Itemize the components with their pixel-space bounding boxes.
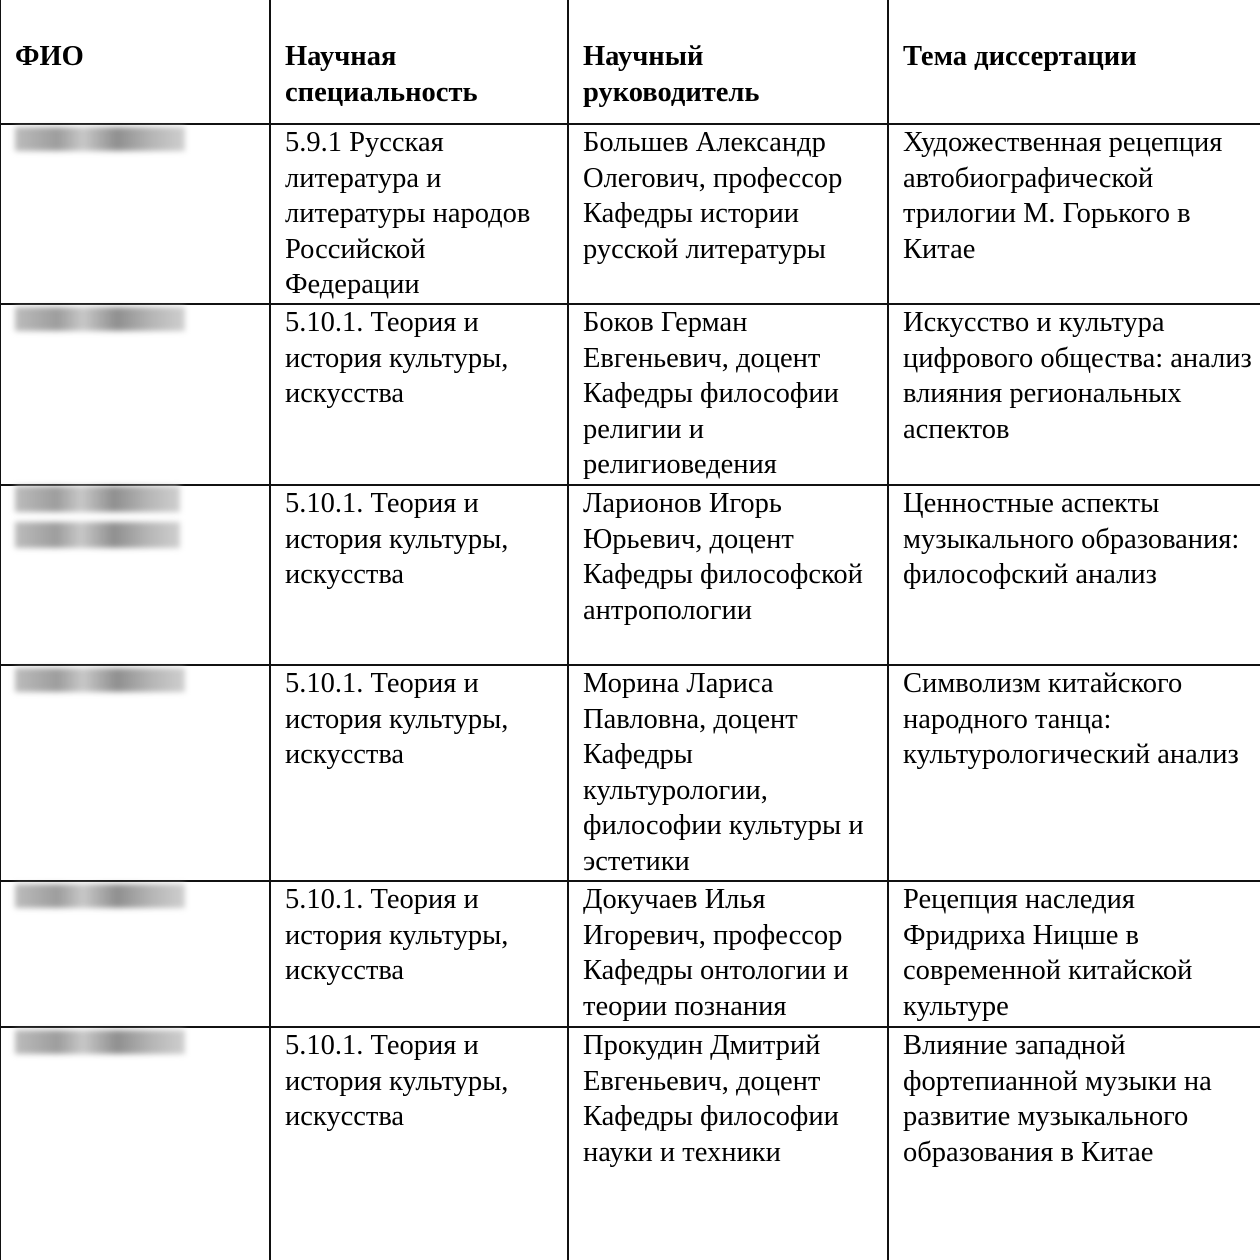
specialty-cell: 5.10.1. Теория и история культуры, искусства	[270, 665, 568, 881]
topic-cell: Влияние западной фортепианной музыки на развитие музыкального образования в Китае	[888, 1027, 1260, 1260]
name-cell	[0, 1027, 270, 1260]
table-row	[0, 665, 1260, 881]
supervisor-cell: Большев Александр Олегович, профессор Кафедры истории русской литературы	[568, 124, 888, 304]
redacted-name	[15, 668, 185, 692]
topic-cell: Художественная рецепция автобиографической трилогии М. Горького в Китае	[888, 124, 1260, 304]
header-supervisor: Научный руководитель	[568, 0, 888, 124]
table-row	[0, 124, 1260, 304]
table-row	[0, 1027, 1260, 1260]
supervisor-cell: Боков Герман Евгеньевич, доцент Кафедры философии религии и религиоведения	[568, 304, 888, 485]
header-topic: Тема диссертации	[888, 0, 1260, 124]
redacted-name-line-2	[15, 522, 180, 548]
redacted-name	[15, 1030, 185, 1054]
redacted-name	[15, 486, 180, 512]
name-cell	[0, 124, 270, 304]
table-row	[0, 881, 1260, 1027]
name-cell	[0, 485, 270, 665]
supervisor-cell: Докучаев Илья Игоревич, профессор Кафедры онтологии и теории познания	[568, 881, 888, 1027]
redacted-name	[15, 127, 185, 151]
topic-cell: Ценностные аспекты музыкального образования: философский анализ	[888, 485, 1260, 665]
topic-cell: Искусство и культура цифрового общества: анализ влияния региональных аспектов	[888, 304, 1260, 485]
supervisor-cell: Ларионов Игорь Юрьевич, доцент Кафедры философской антропологии	[568, 485, 888, 665]
specialty-cell: 5.10.1. Теория и история культуры, искусства	[270, 485, 568, 665]
table-row	[0, 304, 1260, 485]
table-header-row	[0, 0, 1260, 124]
topic-cell: Рецепция наследия Фридриха Ницше в современной китайской культуре	[888, 881, 1260, 1027]
topic-cell: Символизм китайского народного танца: культурологический анализ	[888, 665, 1260, 881]
name-cell	[0, 665, 270, 881]
supervisor-cell: Прокудин Дмитрий Евгеньевич, доцент Кафедры философии науки и техники	[568, 1027, 888, 1260]
table-row	[0, 485, 1260, 665]
specialty-cell: 5.9.1 Русская литература и литературы народов Российской Федерации	[270, 124, 568, 304]
specialty-cell: 5.10.1. Теория и история культуры, искусства	[270, 881, 568, 1027]
header-specialty: Научная специальность	[270, 0, 568, 124]
name-cell	[0, 304, 270, 485]
redacted-name	[15, 884, 185, 908]
specialty-cell: 5.10.1. Теория и история культуры, искусства	[270, 304, 568, 485]
redacted-name	[15, 307, 185, 331]
specialty-cell: 5.10.1. Теория и история культуры, искусства	[270, 1027, 568, 1260]
supervisor-cell: Морина Лариса Павловна, доцент Кафедры культурологии, философии культуры и эстетики	[568, 665, 888, 881]
header-name: ФИО	[0, 0, 270, 124]
name-cell	[0, 881, 270, 1027]
